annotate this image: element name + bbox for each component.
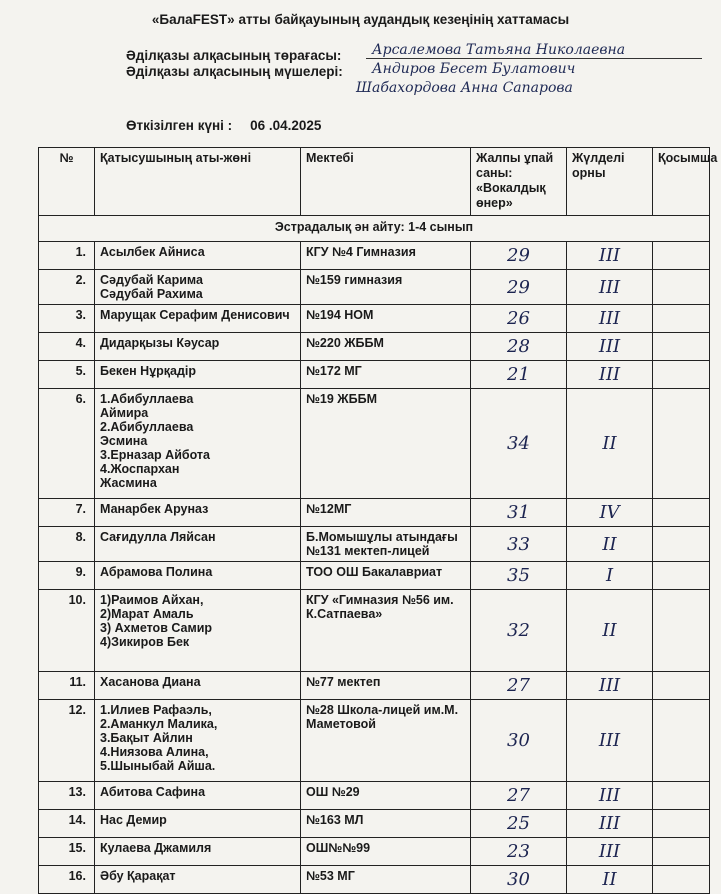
score-value: 34	[471, 389, 567, 499]
table-row	[39, 700, 710, 782]
place-value: III	[567, 810, 653, 838]
score-value: 35	[471, 562, 567, 590]
score-value: 30	[471, 700, 567, 782]
participant-name: Сәдубай Карима Сәдубай Рахима	[95, 270, 301, 305]
score-value: 29	[471, 242, 567, 270]
table-row	[39, 672, 710, 700]
col-header-score: Жалпы ұпай саны: «Вокалдық өнер»	[471, 148, 567, 216]
row-number: 10.	[39, 590, 95, 672]
chair-signature: Арсалемова Татьяна Николаевна	[366, 42, 702, 59]
participant-name: 1.Илиев Рафаэль, 2.Аманкул Малика, 3.Бақыт Айлин 4.Ниязова Алина, 5.Шыныбай Айша.	[95, 700, 301, 782]
table-header-row	[39, 148, 710, 216]
table-row	[39, 499, 710, 527]
place-value: III	[567, 782, 653, 810]
participant-name: Абитова Сафина	[95, 782, 301, 810]
school-name: №28 Школа-лицей им.М. Маметовой	[301, 700, 471, 782]
table-row	[39, 527, 710, 562]
extra-cell	[653, 838, 710, 866]
place-value: III	[567, 838, 653, 866]
place-value: III	[567, 361, 653, 389]
col-header-place: Жүлделі орны	[567, 148, 653, 216]
extra-cell	[653, 242, 710, 270]
participant-name: Манарбек Аруназ	[95, 499, 301, 527]
date-value: 06 .04.2025	[250, 118, 322, 133]
extra-cell	[653, 333, 710, 361]
row-number: 3.	[39, 305, 95, 333]
school-name: №172 МГ	[301, 361, 471, 389]
place-value: III	[567, 700, 653, 782]
place-value: II	[567, 527, 653, 562]
place-value: III	[567, 305, 653, 333]
place-value: II	[567, 590, 653, 672]
extra-cell	[653, 590, 710, 672]
place-value: IV	[567, 499, 653, 527]
row-number: 7.	[39, 499, 95, 527]
date-line	[126, 118, 321, 133]
place-value: III	[567, 242, 653, 270]
row-number: 12.	[39, 700, 95, 782]
table-row	[39, 305, 710, 333]
school-name: КГУ №4 Гимназия	[301, 242, 471, 270]
score-value: 31	[471, 499, 567, 527]
row-number: 15.	[39, 838, 95, 866]
extra-cell	[653, 499, 710, 527]
col-header-school: Мектебі	[301, 148, 471, 216]
row-number: 6.	[39, 389, 95, 499]
score-value: 27	[471, 782, 567, 810]
school-name: №163 МЛ	[301, 810, 471, 838]
table-row	[39, 838, 710, 866]
school-name: №53 МГ	[301, 866, 471, 894]
participant-name: 1.Абибуллаева Аймира 2.Абибуллаева Эсмина 3.Ерназар Айбота 4.Жоспархан Жасмина	[95, 389, 301, 499]
participant-name: Бекен Нұрқадір	[95, 361, 301, 389]
school-name: ОШ№№99	[301, 838, 471, 866]
row-number: 1.	[39, 242, 95, 270]
extra-cell	[653, 361, 710, 389]
table-row	[39, 782, 710, 810]
section-row	[39, 216, 710, 242]
results-table	[38, 147, 718, 894]
school-name: №159 гимназия	[301, 270, 471, 305]
jury-block	[126, 48, 343, 80]
extra-cell	[653, 700, 710, 782]
row-number: 4.	[39, 333, 95, 361]
place-value: III	[567, 672, 653, 700]
participant-name: Дидарқызы Кәусар	[95, 333, 301, 361]
section-title: Эстрадалық ән айту: 1-4 сынып	[39, 216, 710, 242]
table-row	[39, 242, 710, 270]
score-value: 33	[471, 527, 567, 562]
table-row	[39, 810, 710, 838]
place-value: III	[567, 333, 653, 361]
participant-name: Асылбек Айниса	[95, 242, 301, 270]
extra-cell	[653, 270, 710, 305]
place-value: II	[567, 389, 653, 499]
score-value: 23	[471, 838, 567, 866]
extra-cell	[653, 389, 710, 499]
extra-cell	[653, 305, 710, 333]
extra-cell	[653, 782, 710, 810]
table-row	[39, 270, 710, 305]
school-name: №220 ЖББМ	[301, 333, 471, 361]
row-number: 16.	[39, 866, 95, 894]
score-value: 32	[471, 590, 567, 672]
table-row	[39, 361, 710, 389]
row-number: 11.	[39, 672, 95, 700]
extra-cell	[653, 810, 710, 838]
row-number: 13.	[39, 782, 95, 810]
document-title: «БалаFEST» атты байқауының аудандық кезеңінің хаттамасы	[151, 12, 570, 27]
participant-name: Хасанова Диана	[95, 672, 301, 700]
school-name: №194 НОМ	[301, 305, 471, 333]
member-signature-1: Андиров Бесет Булатович	[372, 61, 576, 77]
score-value: 26	[471, 305, 567, 333]
row-number: 5.	[39, 361, 95, 389]
col-header-number: №	[39, 148, 95, 216]
extra-cell	[653, 527, 710, 562]
school-name: №77 мектеп	[301, 672, 471, 700]
table-row	[39, 866, 710, 894]
chair-label: Әділқазы алқасының төрағасы:	[126, 48, 342, 63]
row-number: 2.	[39, 270, 95, 305]
extra-cell	[653, 866, 710, 894]
table-row	[39, 333, 710, 361]
school-name: ТОО ОШ Бакалавриат	[301, 562, 471, 590]
school-name: КГУ «Гимназия №56 им. К.Сатпаева»	[301, 590, 471, 672]
score-value: 21	[471, 361, 567, 389]
col-header-name: Қатысушының аты-жөні	[95, 148, 301, 216]
extra-cell	[653, 672, 710, 700]
date-label: Өткізілген күні :	[126, 118, 233, 133]
score-value: 25	[471, 810, 567, 838]
row-number: 14.	[39, 810, 95, 838]
score-value: 29	[471, 270, 567, 305]
col-header-extra: Қосымша	[653, 148, 710, 216]
participant-name: Кулаева Джамиля	[95, 838, 301, 866]
participant-name: Нас Демир	[95, 810, 301, 838]
place-value: III	[567, 270, 653, 305]
member-signature-2: Шабахордова Анна Сапарова	[356, 80, 573, 96]
score-value: 30	[471, 866, 567, 894]
score-value: 27	[471, 672, 567, 700]
table-row	[39, 590, 710, 672]
participant-name: Әбу Қарақат	[95, 866, 301, 894]
participant-name: Марущак Серафим Денисович	[95, 305, 301, 333]
members-label: Әділқазы алқасының мүшелері:	[126, 64, 343, 79]
row-number: 8.	[39, 527, 95, 562]
place-value: II	[567, 866, 653, 894]
school-name: №12МГ	[301, 499, 471, 527]
participant-name: Сағидулла Ляйсан	[95, 527, 301, 562]
table-row	[39, 562, 710, 590]
extra-cell	[653, 562, 710, 590]
school-name: ОШ №29	[301, 782, 471, 810]
participant-name: Абрамова Полина	[95, 562, 301, 590]
participant-name: 1)Раимов Айхан, 2)Марат Амаль 3) Ахметов Самир 4)Зикиров Бек	[95, 590, 301, 672]
school-name: Б.Момышұлы атындағы №131 мектеп-лицей	[301, 527, 471, 562]
row-number: 9.	[39, 562, 95, 590]
school-name: №19 ЖББМ	[301, 389, 471, 499]
score-value: 28	[471, 333, 567, 361]
place-value: I	[567, 562, 653, 590]
table-row	[39, 389, 710, 499]
